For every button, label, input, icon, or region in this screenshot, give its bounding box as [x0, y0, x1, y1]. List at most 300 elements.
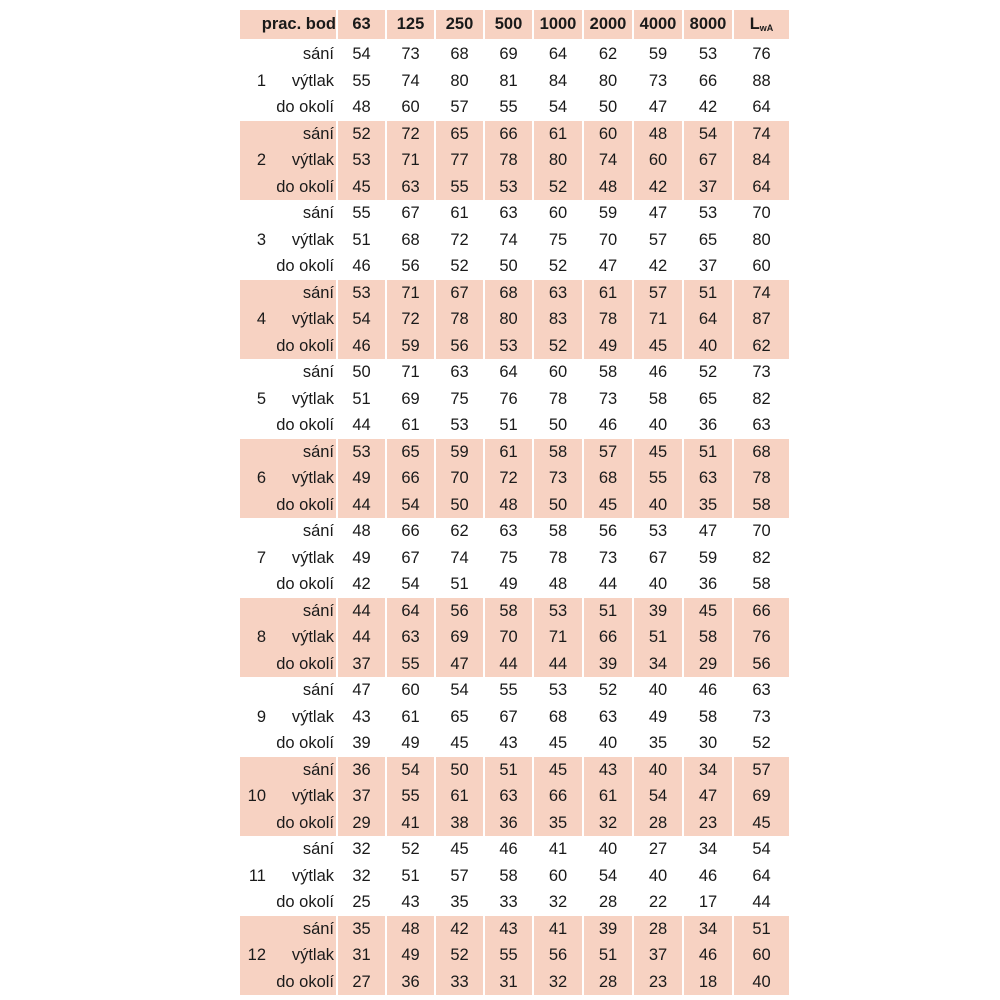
value-cell: 71	[385, 147, 434, 174]
value-cell: 59	[385, 333, 434, 360]
lwa-cell: 69	[732, 783, 789, 810]
table-row	[240, 757, 789, 784]
row-label: sání	[266, 916, 336, 943]
value-cell: 49	[336, 465, 385, 492]
value-cell: 53	[336, 439, 385, 466]
value-cell: 62	[582, 41, 632, 68]
value-cell: 59	[434, 439, 483, 466]
value-cell: 70	[483, 624, 532, 651]
value-cell: 52	[532, 174, 582, 201]
header-band-8000: 8000	[682, 10, 732, 41]
row-label: do okolí	[276, 734, 334, 752]
value-cell: 58	[682, 624, 732, 651]
value-cell: 75	[434, 386, 483, 413]
value-cell: 45	[532, 757, 582, 784]
value-cell: 69	[434, 624, 483, 651]
value-cell: 60	[632, 147, 682, 174]
value-cell: 52	[682, 359, 732, 386]
value-cell: 46	[682, 677, 732, 704]
row-label: sání	[302, 204, 334, 222]
value-cell: 34	[682, 757, 732, 784]
lwa-cell: 68	[732, 439, 789, 466]
value-cell: 75	[483, 545, 532, 572]
row-label: výtlak	[291, 389, 334, 408]
value-cell: 61	[483, 439, 532, 466]
table-row	[240, 68, 789, 95]
lwa-cell: 74	[732, 280, 789, 307]
value-cell: 78	[483, 147, 532, 174]
row-label: do okolí	[276, 893, 334, 911]
row-label: sání	[266, 598, 336, 625]
value-cell: 63	[434, 359, 483, 386]
point-number: 11	[248, 866, 266, 885]
value-cell: 42	[682, 94, 732, 121]
value-cell: 73	[582, 386, 632, 413]
value-cell: 49	[385, 730, 434, 757]
value-cell: 63	[532, 280, 582, 307]
row-label: výtlak	[266, 783, 336, 810]
value-cell: 41	[532, 836, 582, 863]
value-cell: 34	[632, 651, 682, 678]
lwa-cell: 56	[732, 651, 789, 678]
value-cell: 32	[336, 836, 385, 863]
value-cell: 35	[682, 492, 732, 519]
lwa-cell: 52	[732, 730, 789, 757]
row-label: do okolí	[276, 416, 334, 434]
value-cell: 57	[582, 439, 632, 466]
value-cell: 61	[532, 121, 582, 148]
value-cell: 68	[385, 227, 434, 254]
value-cell: 37	[632, 942, 682, 969]
lwa-cell: 76	[732, 41, 789, 68]
value-cell: 43	[483, 730, 532, 757]
table-row	[240, 439, 789, 466]
value-cell: 27	[632, 836, 682, 863]
value-cell: 36	[385, 969, 434, 996]
value-cell: 49	[336, 545, 385, 572]
value-cell: 61	[385, 412, 434, 439]
value-cell: 71	[385, 280, 434, 307]
value-cell: 66	[385, 518, 434, 545]
value-cell: 62	[434, 518, 483, 545]
lwa-cell: 44	[732, 889, 789, 916]
row-label: výtlak	[291, 548, 334, 567]
value-cell: 51	[336, 386, 385, 413]
value-cell: 60	[532, 359, 582, 386]
row-label: do okolí	[266, 333, 336, 360]
value-cell: 70	[582, 227, 632, 254]
row-label: sání	[302, 840, 334, 858]
value-cell: 45	[532, 730, 582, 757]
row-label: sání	[266, 280, 336, 307]
value-cell: 67	[483, 704, 532, 731]
table-row	[240, 121, 789, 148]
point-number: 5	[256, 389, 266, 408]
value-cell: 38	[434, 810, 483, 837]
value-cell: 56	[582, 518, 632, 545]
value-cell: 58	[532, 518, 582, 545]
value-cell: 66	[385, 465, 434, 492]
value-cell: 60	[385, 677, 434, 704]
table-row	[240, 306, 789, 333]
value-cell: 56	[434, 598, 483, 625]
lwa-cell: 64	[732, 863, 789, 890]
header-point: prac. bod	[240, 10, 336, 41]
value-cell: 37	[336, 651, 385, 678]
table-row	[240, 810, 789, 837]
value-cell: 60	[532, 200, 582, 227]
value-cell: 63	[483, 200, 532, 227]
value-cell: 74	[483, 227, 532, 254]
value-cell: 40	[582, 836, 632, 863]
header-band-4000: 4000	[632, 10, 682, 41]
point-number: 4	[240, 280, 266, 360]
value-cell: 64	[532, 41, 582, 68]
value-cell: 29	[682, 651, 732, 678]
value-cell: 41	[385, 810, 434, 837]
value-cell: 65	[434, 121, 483, 148]
value-cell: 45	[632, 439, 682, 466]
value-cell: 48	[336, 518, 385, 545]
lwa-cell: 40	[732, 969, 789, 996]
value-cell: 52	[582, 677, 632, 704]
lwa-cell: 88	[732, 68, 789, 95]
value-cell: 53	[682, 200, 732, 227]
value-cell: 45	[434, 730, 483, 757]
value-cell: 44	[483, 651, 532, 678]
lwa-cell: 51	[732, 916, 789, 943]
row-label: do okolí	[266, 969, 336, 996]
lwa-cell: 78	[732, 465, 789, 492]
value-cell: 47	[582, 253, 632, 280]
value-cell: 73	[582, 545, 632, 572]
table-row	[240, 253, 789, 280]
value-cell: 50	[434, 757, 483, 784]
value-cell: 55	[483, 942, 532, 969]
value-cell: 61	[582, 783, 632, 810]
header-lwa	[732, 10, 789, 41]
lwa-cell: 70	[732, 200, 789, 227]
row-label: do okolí	[276, 575, 334, 593]
value-cell: 67	[632, 545, 682, 572]
table-row	[240, 147, 789, 174]
table-row	[240, 465, 789, 492]
value-cell: 46	[336, 253, 385, 280]
value-cell: 48	[385, 916, 434, 943]
row-label: sání	[302, 45, 334, 63]
value-cell: 53	[532, 677, 582, 704]
value-cell: 56	[532, 942, 582, 969]
value-cell: 66	[682, 68, 732, 95]
value-cell: 65	[385, 439, 434, 466]
value-cell: 58	[483, 863, 532, 890]
header-row	[240, 10, 789, 41]
lwa-cell: 45	[732, 810, 789, 837]
value-cell: 67	[682, 147, 732, 174]
value-cell: 55	[336, 68, 385, 95]
value-cell: 47	[632, 94, 682, 121]
value-cell: 58	[483, 598, 532, 625]
value-cell: 55	[385, 783, 434, 810]
row-label: do okolí	[266, 651, 336, 678]
lwa-cell: 64	[732, 174, 789, 201]
value-cell: 74	[385, 68, 434, 95]
value-cell: 49	[483, 571, 532, 598]
lwa-cell: 82	[732, 386, 789, 413]
value-cell: 40	[682, 333, 732, 360]
lwa-cell: 76	[732, 624, 789, 651]
table-row	[240, 518, 789, 545]
value-cell: 83	[532, 306, 582, 333]
value-cell: 52	[385, 836, 434, 863]
value-cell: 80	[434, 68, 483, 95]
value-cell: 58	[682, 704, 732, 731]
value-cell: 47	[682, 518, 732, 545]
value-cell: 40	[632, 571, 682, 598]
table-row	[240, 200, 789, 227]
value-cell: 54	[682, 121, 732, 148]
value-cell: 76	[483, 386, 532, 413]
value-cell: 51	[385, 863, 434, 890]
value-cell: 63	[483, 518, 532, 545]
value-cell: 71	[632, 306, 682, 333]
header-lwa-sub: wA	[759, 23, 774, 33]
value-cell: 45	[434, 836, 483, 863]
value-cell: 77	[434, 147, 483, 174]
value-cell: 58	[632, 386, 682, 413]
value-cell: 67	[434, 280, 483, 307]
value-cell: 32	[532, 889, 582, 916]
value-cell: 50	[336, 359, 385, 386]
header-band-250: 250	[434, 10, 483, 41]
value-cell: 36	[483, 810, 532, 837]
header-band-2000: 2000	[582, 10, 632, 41]
value-cell: 51	[582, 598, 632, 625]
value-cell: 54	[385, 492, 434, 519]
row-label: do okolí	[276, 98, 334, 116]
value-cell: 37	[336, 783, 385, 810]
value-cell: 68	[483, 280, 532, 307]
value-cell: 28	[632, 916, 682, 943]
value-cell: 43	[385, 889, 434, 916]
value-cell: 75	[532, 227, 582, 254]
lwa-cell: 54	[732, 836, 789, 863]
value-cell: 35	[532, 810, 582, 837]
value-cell: 37	[682, 253, 732, 280]
row-label: do okolí	[276, 257, 334, 275]
table-row	[240, 333, 789, 360]
table-row	[240, 545, 789, 572]
table-row	[240, 863, 789, 890]
value-cell: 52	[532, 253, 582, 280]
value-cell: 65	[682, 227, 732, 254]
lwa-cell: 60	[732, 942, 789, 969]
value-cell: 39	[632, 598, 682, 625]
value-cell: 39	[582, 651, 632, 678]
value-cell: 58	[582, 359, 632, 386]
table-row	[240, 598, 789, 625]
row-label: výtlak	[266, 306, 336, 333]
value-cell: 27	[336, 969, 385, 996]
value-cell: 53	[336, 280, 385, 307]
table-row	[240, 492, 789, 519]
value-cell: 60	[532, 863, 582, 890]
value-cell: 42	[632, 174, 682, 201]
value-cell: 70	[434, 465, 483, 492]
value-cell: 80	[483, 306, 532, 333]
lwa-cell: 70	[732, 518, 789, 545]
row-label: do okolí	[266, 492, 336, 519]
value-cell: 34	[682, 836, 732, 863]
row-label: sání	[266, 757, 336, 784]
value-cell: 58	[532, 439, 582, 466]
value-cell: 22	[632, 889, 682, 916]
value-cell: 44	[336, 412, 385, 439]
value-cell: 49	[385, 942, 434, 969]
value-cell: 68	[582, 465, 632, 492]
lwa-cell: 73	[732, 704, 789, 731]
value-cell: 78	[532, 545, 582, 572]
value-cell: 69	[483, 41, 532, 68]
point-number: 7	[256, 548, 266, 567]
value-cell: 64	[483, 359, 532, 386]
value-cell: 51	[483, 757, 532, 784]
value-cell: 36	[682, 571, 732, 598]
value-cell: 65	[682, 386, 732, 413]
point-number: 1	[256, 71, 266, 90]
value-cell: 36	[682, 412, 732, 439]
value-cell: 51	[434, 571, 483, 598]
value-cell: 35	[336, 916, 385, 943]
value-cell: 72	[483, 465, 532, 492]
value-cell: 53	[336, 147, 385, 174]
header-band-500: 500	[483, 10, 532, 41]
value-cell: 44	[336, 492, 385, 519]
value-cell: 40	[632, 412, 682, 439]
point-number: 2	[240, 121, 266, 201]
lwa-cell: 60	[732, 253, 789, 280]
value-cell: 51	[632, 624, 682, 651]
value-cell: 59	[632, 41, 682, 68]
value-cell: 42	[336, 571, 385, 598]
value-cell: 53	[632, 518, 682, 545]
row-label: sání	[266, 439, 336, 466]
table-row	[240, 227, 789, 254]
table-row	[240, 836, 789, 863]
value-cell: 53	[434, 412, 483, 439]
value-cell: 53	[682, 41, 732, 68]
value-cell: 55	[632, 465, 682, 492]
table-row	[240, 730, 789, 757]
value-cell: 18	[682, 969, 732, 996]
point-number: 6	[240, 439, 266, 519]
lwa-cell: 58	[732, 571, 789, 598]
point-number: 12	[240, 916, 266, 996]
value-cell: 61	[434, 783, 483, 810]
value-cell: 40	[632, 677, 682, 704]
value-cell: 25	[336, 889, 385, 916]
value-cell: 54	[532, 94, 582, 121]
row-label: výtlak	[266, 942, 336, 969]
value-cell: 31	[483, 969, 532, 996]
value-cell: 63	[682, 465, 732, 492]
value-cell: 35	[632, 730, 682, 757]
value-cell: 28	[582, 889, 632, 916]
value-cell: 53	[532, 598, 582, 625]
header-band-125: 125	[385, 10, 434, 41]
table-row	[240, 889, 789, 916]
row-label: výtlak	[266, 465, 336, 492]
lwa-cell: 87	[732, 306, 789, 333]
value-cell: 52	[532, 333, 582, 360]
value-cell: 72	[385, 121, 434, 148]
value-cell: 68	[434, 41, 483, 68]
value-cell: 47	[336, 677, 385, 704]
value-cell: 47	[434, 651, 483, 678]
value-cell: 50	[434, 492, 483, 519]
value-cell: 44	[336, 598, 385, 625]
value-cell: 64	[682, 306, 732, 333]
value-cell: 78	[582, 306, 632, 333]
value-cell: 47	[632, 200, 682, 227]
table-row	[240, 41, 789, 68]
value-cell: 48	[336, 94, 385, 121]
table-body	[240, 41, 789, 995]
value-cell: 84	[532, 68, 582, 95]
row-label: výtlak	[266, 147, 336, 174]
value-cell: 46	[682, 863, 732, 890]
value-cell: 57	[434, 863, 483, 890]
value-cell: 53	[483, 174, 532, 201]
value-cell: 50	[532, 492, 582, 519]
value-cell: 45	[632, 333, 682, 360]
value-cell: 63	[582, 704, 632, 731]
value-cell: 63	[385, 624, 434, 651]
row-label: výtlak	[291, 866, 334, 885]
value-cell: 32	[336, 863, 385, 890]
value-cell: 54	[385, 757, 434, 784]
value-cell: 48	[532, 571, 582, 598]
lwa-cell: 82	[732, 545, 789, 572]
value-cell: 33	[483, 889, 532, 916]
value-cell: 32	[582, 810, 632, 837]
table-row	[240, 280, 789, 307]
value-cell: 55	[483, 677, 532, 704]
row-label: sání	[302, 363, 334, 381]
value-cell: 43	[336, 704, 385, 731]
lwa-cell: 64	[732, 94, 789, 121]
table-row	[240, 704, 789, 731]
table-row	[240, 174, 789, 201]
value-cell: 65	[434, 704, 483, 731]
row-label: do okolí	[266, 810, 336, 837]
value-cell: 80	[532, 147, 582, 174]
value-cell: 59	[582, 200, 632, 227]
value-cell: 55	[434, 174, 483, 201]
value-cell: 73	[532, 465, 582, 492]
value-cell: 66	[483, 121, 532, 148]
header-band-63: 63	[336, 10, 385, 41]
row-label: výtlak	[291, 71, 334, 90]
value-cell: 50	[582, 94, 632, 121]
value-cell: 46	[632, 359, 682, 386]
value-cell: 17	[682, 889, 732, 916]
value-cell: 50	[483, 253, 532, 280]
value-cell: 73	[385, 41, 434, 68]
value-cell: 59	[682, 545, 732, 572]
value-cell: 46	[336, 333, 385, 360]
value-cell: 67	[385, 200, 434, 227]
